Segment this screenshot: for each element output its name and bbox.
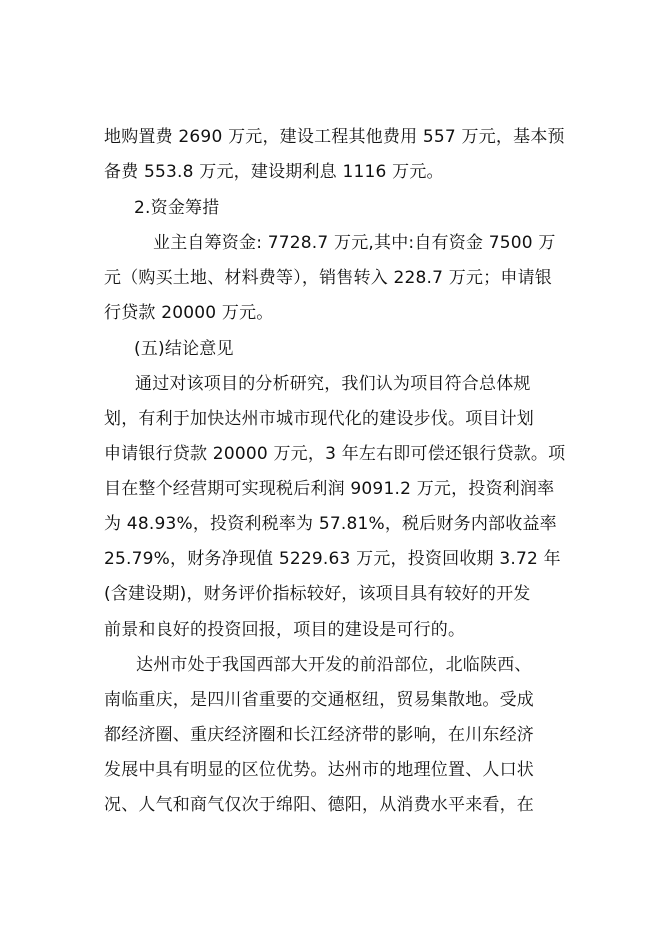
text-line: 25.79%，财务净现值 5229.63 万元，投资回收期 3.72 年: [104, 549, 561, 569]
text-line: 前景和良好的投资回报，项目的建设是可行的。: [104, 620, 466, 640]
text-line: 南临重庆，是四川省重要的交通枢纽，贸易集散地。受成: [104, 690, 534, 710]
text-line: 达州市处于我国西部大开发的前沿部位，北临陕西、: [136, 655, 532, 675]
text-line: 业主自筹资金: 7728.7 万元,其中:自有资金 7500 万: [153, 233, 556, 253]
text-line: 为 48.93%，投资利税率为 57.81%，税后财务内部收益率: [104, 514, 557, 534]
text-line: 地购置费 2690 万元，建设工程其他费用 557 万元，基本预: [104, 127, 565, 147]
text-line: 都经济圈、重庆经济圈和长江经济带的影响，在川东经济: [104, 725, 534, 745]
text-line: 目在整个经营期可实现税后利润 9091.2 万元，投资利润率: [104, 479, 555, 499]
text-line: 况、人气和商气仅次于绵阳、德阳，从消费水平来看，在: [104, 795, 534, 815]
text-line: 备费 553.8 万元，建设期利息 1116 万元。: [104, 162, 444, 182]
text-line: 通过对该项目的分析研究，我们认为项目符合总体规: [135, 374, 531, 394]
section-heading: (五)结论意见: [134, 339, 234, 359]
text-line: 行贷款 20000 万元。: [104, 303, 274, 323]
section-heading: 2.资金筹措: [134, 198, 220, 218]
text-line: (含建设期)，财务评价指标较好，该项目具有较好的开发: [104, 584, 531, 604]
text-line: 元（购买土地、材料费等），销售转入 228.7 万元；申请银: [104, 268, 552, 288]
text-line: 发展中具有明显的区位优势。达州市的地理位置、人口状: [104, 760, 534, 780]
text-line: 申请银行贷款 20000 万元，3 年左右即可偿还银行贷款。项: [104, 444, 566, 464]
text-line: 划，有利于加快达州市城市现代化的建设步伐。项目计划: [104, 409, 534, 429]
